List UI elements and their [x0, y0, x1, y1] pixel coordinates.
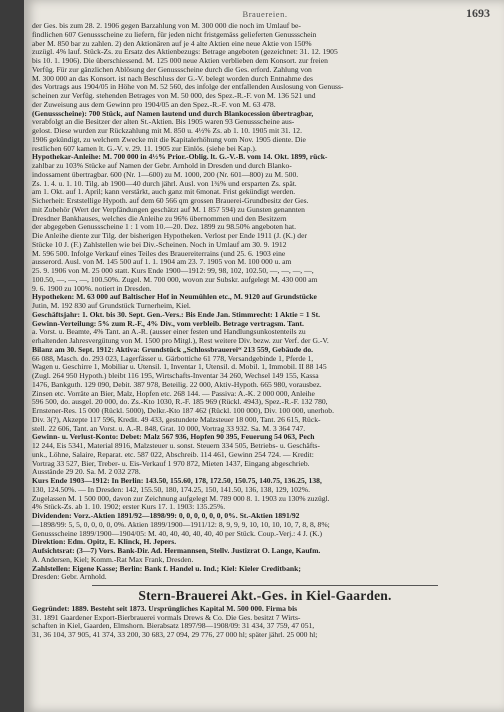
text-line: Zinsen etc. Vorräte an Bier, Malz, Hopfen etc. 268 144. — Passiva: A.-K. 2 000 000, Anleihe [32, 388, 315, 398]
text-line: restlichen 607 kamen lt. G.-V. v. 29. 11. 1905 zur Einlös. (siehe bei Kap.). [32, 143, 257, 153]
text-line: stell. 22 606, Tant. an Vorst. u. A.-R. 848, Grat. 10 000, Vortrag 33 932. Sa. M. 3 364 747. [32, 423, 306, 433]
text-line: gelost. Diese wurden zur Rückzahlung mit M. 850 u. 4½% Zs. ab 1. 10. 1905 mit 31. 12. [32, 126, 302, 135]
section-genussscheine: (Genussscheine): 700 Stück, auf Namen lautend und durch Blankocession übertragbar, [32, 108, 314, 118]
text-line: a. Vorst. u. Beamte, 4% Tant. an A.-R. (ausser einer festen und Handlungsunkostenteils zu [32, 327, 306, 337]
section-geschaeftsjahr: Geschäftsjahr: 1. Okt. bis 30. Sept. Gen.-Vers.: Bis Ende Jan. Stimmrecht: 1 Aktie = 1 St. [32, 309, 321, 319]
text-line: des Vortrags aus 1904/05 in Höhe von M. 52 560, des infolge der entfallenden Auslosung von Genuss- [32, 82, 344, 92]
text-line: scheinen zur Verfüg. stehenden Betrages von M. 50 000, des Spez.-R.-F. von M. 136 521 und [32, 91, 316, 100]
text-line: 31. 1891 Gaardener Export-Bierbrauerei vormals Drews & Co. Die Ges. besitzt 7 Wirts- [32, 612, 301, 622]
text-line: 25. 9. 1906 von M. 25 000 statt. Kurs Ende 1900—1912: 99, 98, 102, 102.50, —, —, —, —, [32, 266, 314, 275]
text-line: 12 244, Eis 5341, Material 8916, Malzsteuer u. sonst. Steuern 334 505, Betriebs- u. Geschäfts- [32, 441, 320, 450]
text-line: Sicherheit: Erststellige Hypoth. auf dem 60 566 qm grossen Brauerei-Grundbesitz der Ges. [32, 196, 309, 205]
document-body [32, 22, 498, 640]
text-line: schaften in Kiel, Gaarden, Elmshorn. Bierabsatz 1897/98—1908/09: 31 434, 37 759, 47 051, [32, 621, 315, 631]
text-line: 9. 6. 1900 zu 100%. notiert in Dresden. [32, 283, 152, 293]
text-line: 130, 124.50%. — In Dresden: 142, 155.50, 180, 174.25, 150, 141.50, 136, 138, 129, 102%. [32, 484, 310, 494]
text-line: zahlbar zu 103% Stücke auf Namen der Gebr. Arnhold in Dresden und durch Blanko- [32, 161, 292, 170]
text-line: der Zuweisung aus dem Gewinn pro 1904/05 an den Spez.-R.-F. von M. 63 478. [32, 99, 276, 109]
text-line: unk., Löhne, Salaire, Reparat. etc. 587 022, Abschreib. 114 461, Gewinn 254 724. — Kredit: [32, 449, 314, 459]
section-gewinn-verlust: Gewinn- u. Verlust-Konto: Debet: Malz 567 936, Hopfen 90 395, Feuerung 54 063, Pech [32, 432, 315, 442]
section-zahlstellen: Zahlstellen: Eigene Kasse; Berlin: Bank f. Handel u. Ind.; Kiel: Kieler Creditbank; [32, 563, 301, 573]
text-line: 1476, Bankguth. 129 090, Debit. 387 978, Beteilig. 22 000, Aktiv-Hypoth. 665 980, vorausbez. [32, 379, 322, 389]
section-kurs: Kurs Ende 1903—1912: In Berlin: 143.50, 155.60, 178, 172.50, 150.75, 140.75, 136.25, 138, [32, 476, 322, 485]
section-hypotheken: Hypotheken: M. 63 000 auf Baltischer Hof in Neumühlen etc., M. 9120 auf Grundstücke [32, 292, 317, 302]
text-line: Wagen u. Geschirre 1, Mobiliar u. Utensil. 1, Inventar 1, Utensil. d. Mobil. 1, Immobil. II 88 145 [32, 362, 327, 372]
text-line: Die Anleihe diente zur Tilg. der bisherigen Hypotheken. Verlost per Ende 1911 (J. (K.) der [32, 231, 308, 240]
text-line: am 1. Okt. auf 1. April; kann verstärkt, auch ganz mit 6monat. Frist gekündigt werden. [32, 187, 296, 197]
page-header [32, 6, 498, 22]
document-page [24, 0, 504, 712]
running-head: Brauereien. [242, 9, 288, 19]
text-line: aber M. 850 bar zu zahlen. 2) den Aktionären auf je 4 alte Aktien eine neue Aktie von 150% [32, 38, 312, 48]
text-line: Div. 3(?), Akzepte 117 596, Kredit. 49 433, gestundete Malzsteuer 18 000, Tant. 26 615, Rück- [32, 414, 321, 424]
section-bilanz: Bilanz am 30. Sept. 1912: Aktiva: Grundstück „Schlossbrauerei“ 213 559, Gebäude do. [32, 344, 314, 354]
page-number: 1693 [466, 6, 490, 20]
section-aufsichtsrat: Aufsichtsrat: (3—7) Vors. Bank-Dir. Ad. Hermannsen, Stellv. Justizrat O. Lange, Kaufm. [32, 546, 321, 555]
text-line: Ernstener-Res. 15 000 (Rückl. 5000), Delkr.-Kto 187 462 (Rückl. 100 000), Div. 100 000, unerhob. [32, 406, 335, 415]
text-line: 596 500, do. ausgel. 20 000, do. Zs.-Kto 1030, R.-F. 185 969 (Rückl. 4943), Spez.-R.-F. 132 780, [32, 397, 328, 407]
text-line: A. Andersen, Kiel; Komm.-Rat Max Frank, Dresden. [32, 554, 194, 564]
company-title: Stern-Brauerei Akt.-Ges. in Kiel-Gaarden. [138, 588, 392, 603]
text-line: verabfolgt an die Besitzer der alten St.-Aktien. Bis 1905 waren 93 Genussscheine aus- [32, 117, 295, 127]
text-line: indossament übertragbar. 600 (Nr. 1—600) zu M. 1000, 200 (Nr. 601—800) zu M. 500. [32, 169, 299, 179]
text-line: Dresdner Bankhauses, welches die Anleihe zu 96% übernommen und den Besitzern [32, 213, 287, 223]
text-line: M. 300 000 an das Konsort. ist nach Beschluss der G.-V. belegt worden durch Entnahme des [32, 73, 313, 83]
text-line: Jutin, M. 192 830 auf Grundstück Turnerheim, Kiel. [32, 301, 191, 310]
text-line: 100.50, —, —, —, 100.50%. Zugel. M. 700 000, wovon zur Subskr. aufgelegt M. 430 000 am [32, 274, 318, 284]
section-dividenden: Dividenden: Vorz.-Aktien 1891/92—1898/99: 0, 0, 0, 0, 0, 0, 0%. St.-Aktien 1891/92 [32, 511, 300, 520]
text-line: der Ges. bis zum 28. 2. 1906 gegen Barzahlung von M. 300 000 die noch im Umlauf be- [32, 21, 301, 30]
section-direktion: Direktion: Edm. Opitz, E. Klinck, H. Jepers. [32, 537, 177, 547]
section-divider [92, 585, 438, 586]
text-line: findlichen 607 Genussscheine zu liefern, für jeden nicht fristgemäss gelieferten Genussschein [32, 29, 317, 39]
text-line: bis 10. 1. 1906). Die überschiessend. M. 125 000 neue Aktien verblieben dem Konsort. zur freien [32, 56, 328, 65]
text-line: 31, 36 104, 37 905, 41 374, 33 200, 30 683, 27 094, 29 776, 27 000 hl; später jährl. 25 000 hl; [32, 630, 318, 639]
section-gegruendet: Gegründet: 1889. Besteht seit 1873. Ursprüngliches Kapital M. 500 000. Firma bis [32, 603, 298, 613]
text-line: ausserord. Ausl. von M. 145 500 auf 1. 1. 1904 am 23. 7. 1905 von M. 100 000 u. am [32, 257, 292, 267]
text-line: erhaltenden Jahresvergütung von M. 1500 pro Mitgl.), Rest weitere Div. bezw. zur Verf. der G.-V. [32, 336, 329, 345]
text-line: M. 596 500. Infolge Verkauf eines Teiles des Brauereiterrains (und 25. 6. 1903 eine [32, 248, 286, 258]
text-line: 1906 gekündigt, zu welchem Zwecke mit die Kapitalerhöhung vom Nov. 1905 diente. Die [32, 134, 306, 144]
text-line: zuzügl. 4% lauf. Stück-Zs. zu Ersatz des Aktienbezugs: Betrage angeboten (gezeichnet: 31. 12. 1905 [32, 47, 338, 57]
text-line: 4% Stück-Zs. ab 1. 10. 1902; erster Kurs 17. 1. 1903: 135.25%. [32, 502, 226, 512]
text-line: Ausstände 29 20. Sa. M. 2 032 278. [32, 467, 141, 477]
text-line: Dresden: Gebr. Arnhold. [32, 572, 107, 582]
text-line: Verfüg. Für zur gänzlichen Ablösung der Genussscheine durch die Ges. erford. Zahlung von [32, 64, 312, 74]
text-line: Vortrag 33 527, Bier, Treber- u. Eis-Verkauf 1 970 872, Mieten 1437, Eingang abgeschrieb. [32, 458, 310, 468]
text-line: (Zugl. 264 950 Hypoth.) bleibt 116 195, Wirtschafts-Inventar 34 260, Wechsel 149 155, Kassa [32, 371, 319, 380]
text-line: der abgegeben Genussscheine 1 : 1 vom 10.—20. Dez. 1899 zu 98.50% angeboten hat. [32, 222, 297, 232]
text-line: Zs. 1. 4. u. 1. 10. Tilg. ab 1900—40 durch jährl. Ausl. von 1¾% und ersparten Zs. spät. [32, 178, 297, 188]
text-line: mit Zubehör (Wert der Verpfändungen geschätzt auf M. 1 857 594) zu Gunsten genannten [32, 204, 305, 214]
section-gewinn-verteilung: Gewinn-Verteilung: 5% zum R.-F., 4% Div., vom verbleib. Betrage vertragsm. Tant. [32, 318, 304, 328]
text-line: Zugelassen M. 1 500 000, davon zur Zeichnung aufgelegt M. 789 000 8. 1. 1903 zu 130% zuzügl. [32, 493, 330, 503]
text-line: —1898/99: 5, 5, 0, 0, 0, 0, 0%. Aktien 1899/1900—1911/12: 8, 9, 9, 9, 10, 10, 10, 10, 7, 8, 8, 8%; [32, 519, 330, 529]
section-hypothekar-anleihe: Hypothekar-Anleihe: M. 700 000 in 4½% Prior.-Oblig. lt. G.-V.-B. vom 14. Okt. 1899, rück- [32, 152, 328, 162]
text-line: 66 088, Masch. do. 293 023, Lagerfässer u. Gärbottiche 61 778, Versandgebinde 1, Pferde 1, [32, 353, 314, 363]
text-line: Genussscheine 1899/1900—1904/05: M. 40, 40, 40, 40, 40, 40 per Stück. Coup.-Verj.: 4 J. (K.) [32, 528, 323, 538]
text-line: Stücke 10 J. (F.) Zahlstellen wie bei Div.-Scheinen. Noch in Umlauf am 30. 9. 1912 [32, 239, 287, 249]
